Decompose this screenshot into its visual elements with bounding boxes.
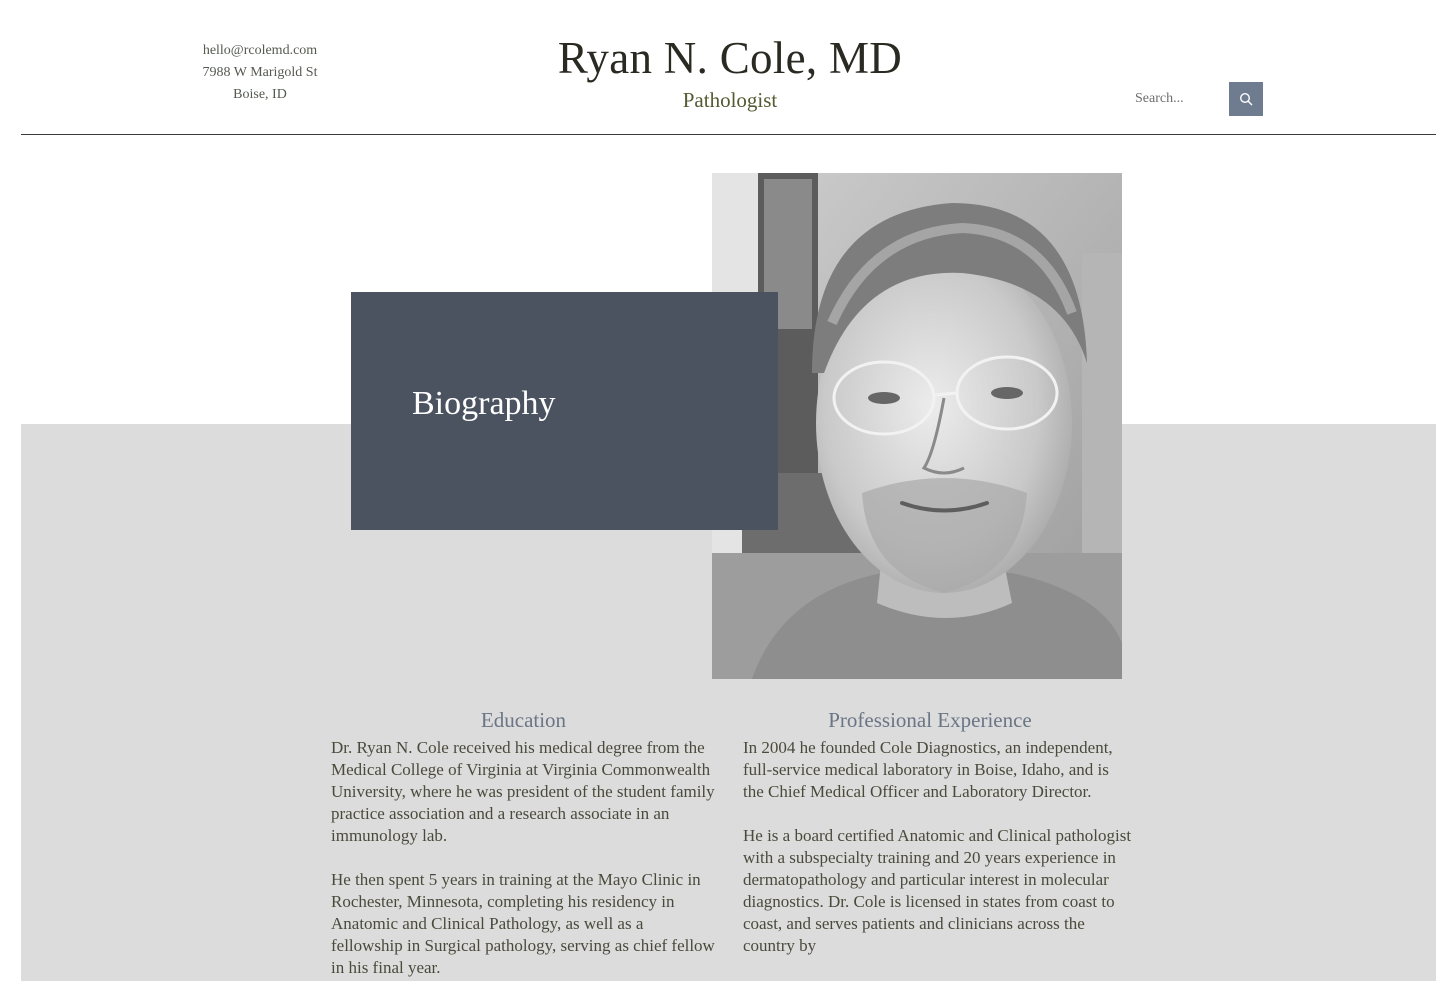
biography-banner xyxy=(351,292,778,530)
education-paragraph: He then spent 5 years in training at the Mayo Clinic in Rochester, Minnesota, completing his residency in Anatomic and Clinical Pathology, as well as a fellowship in Surgical pathology, serving as chief fellow in his final year. xyxy=(331,870,715,977)
experience-paragraph: In 2004 he founded Cole Diagnostics, an independent, full-service medical laboratory in Boise, Idaho, and is the Chief Medical Officer and Laboratory Director. xyxy=(743,738,1113,801)
contact-email[interactable]: hello@rcolemd.com xyxy=(202,43,318,58)
header-divider xyxy=(21,134,1436,135)
search-bar xyxy=(1128,82,1264,116)
site-subtitle: Pathologist xyxy=(682,88,778,112)
experience-text xyxy=(743,737,1133,979)
search-button[interactable] xyxy=(1229,82,1263,116)
biography-heading: Biography xyxy=(412,385,556,422)
search-input[interactable] xyxy=(1128,82,1228,116)
contact-address-line1: 7988 W Marigold St xyxy=(202,65,318,80)
education-heading: Education xyxy=(480,708,567,732)
experience-heading: Professional Experience xyxy=(828,708,1032,732)
education-paragraph: Dr. Ryan N. Cole received his medical degree from the Medical College of Virginia at Virginia Commonwealth University, where he was president of the student family practice association and a research associate in an immunology lab. xyxy=(331,738,715,845)
search-icon xyxy=(1239,92,1253,106)
contact-info xyxy=(180,40,340,106)
experience-paragraph: He is a board certified Anatomic and Clinical pathologist with a subspecialty training and 20 years experience in dermatopathology and particular interest in molecular diagnostics. Dr. Cole is licensed in states from coast to coast, and serves patients and clinicians across the country by xyxy=(743,826,1132,955)
site-title[interactable]: Ryan N. Cole, MD xyxy=(557,33,903,83)
education-text xyxy=(331,737,716,1001)
contact-address-line2: Boise, ID xyxy=(233,87,287,102)
